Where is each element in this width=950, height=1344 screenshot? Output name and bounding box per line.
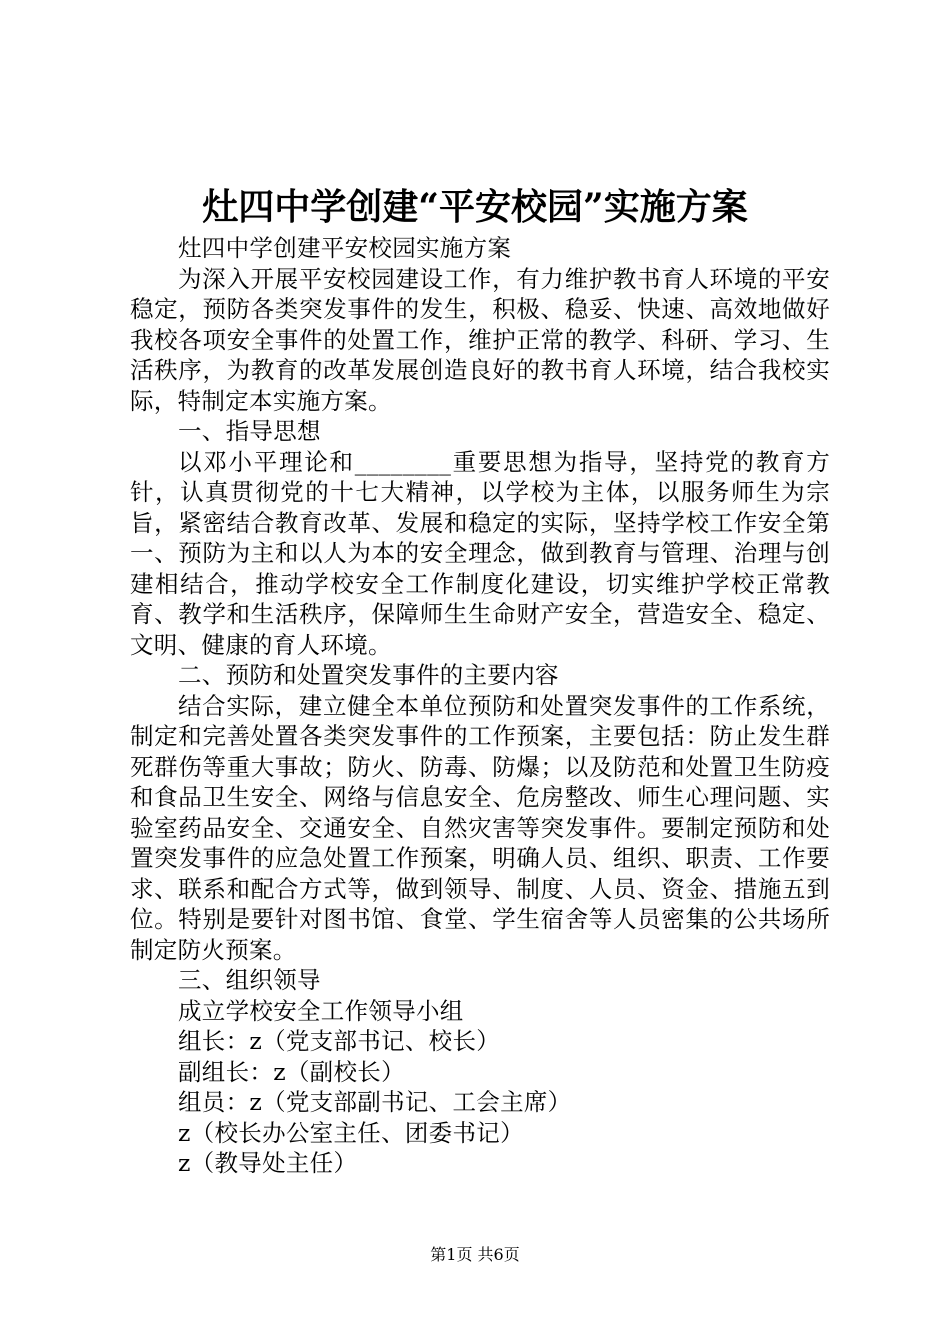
- paragraph-intro: 为深入开展平安校园建设工作，有力维护教书育人环境的平安稳定，预防各类突发事件的发生，积极、稳妥、快速、高效地做好我校各项安全事件的处置工作，维护正常的教学、科研、学习、生活秩序，为教育的改革发展创造良好的教书育人环境，结合我校实际，特制定本实施方案。: [130, 264, 830, 415]
- paragraph-deputy-leader: 副组长：z（副校长）: [178, 1057, 405, 1086]
- paragraph-guiding-ideology: 以邓小平理论和________重要思想为指导，坚持党的教育方针，认真贯彻党的十七大精神，以学校为主体，以服务师生为宗旨，紧密结合教育改革、发展和稳定的实际，坚持学校工作安全第一、预防为主和以人为本的安全理念，做到教育与管理、治理与创建相结合，推动学校安全工作制度化建设，切实维护学校正常教育、教学和生活秩序，保障师生生命财产安全，营造安全、稳定、文明、健康的育人环境。: [130, 447, 830, 659]
- section-heading-guiding-ideology: 一、指导思想: [178, 417, 321, 445]
- paragraph-member-teaching: z（教导处主任）: [178, 1149, 358, 1177]
- paragraph-group-leader: 组长：z（党支部书记、校长）: [178, 1027, 501, 1055]
- paragraph-subtitle: 灶四中学创建平安校园实施方案: [178, 234, 512, 262]
- section-heading-main-content: 二、预防和处置突发事件的主要内容: [178, 661, 559, 689]
- document-body: [130, 233, 830, 1179]
- paragraph-group-member: 组员：z（党支部副书记、工会主席）: [178, 1088, 572, 1116]
- paragraph-leadership-group: 成立学校安全工作领导小组: [178, 996, 464, 1025]
- document-title: 灶四中学创建“平安校园”实施方案: [202, 186, 748, 228]
- page-number-footer: 第1页 共6页: [430, 1245, 520, 1264]
- section-heading-leadership: 三、组织领导: [178, 966, 321, 994]
- paragraph-member-office: z（校长办公室主任、团委书记）: [178, 1118, 524, 1147]
- paragraph-main-content: 结合实际，建立健全本单位预防和处置突发事件的工作系统，制定和完善处置各类突发事件的工作预案，主要包括：防止发生群死群伤等重大事故；防火、防毒、防爆；以及防范和处置卫生防疫和食品卫生安全、网络与信息安全、危房整改、师生心理问题、实验室药品安全、交通安全、自然灾害等突发事件。要制定预防和处置突发事件的应急处置工作预案，明确人员、组织、职责、工作要求、联系和配合方式等，做到领导、制度、人员、资金、措施五到位。特别是要针对图书馆、食堂、学生宿舍等人员密集的公共场所制定防火预案。: [130, 691, 830, 964]
